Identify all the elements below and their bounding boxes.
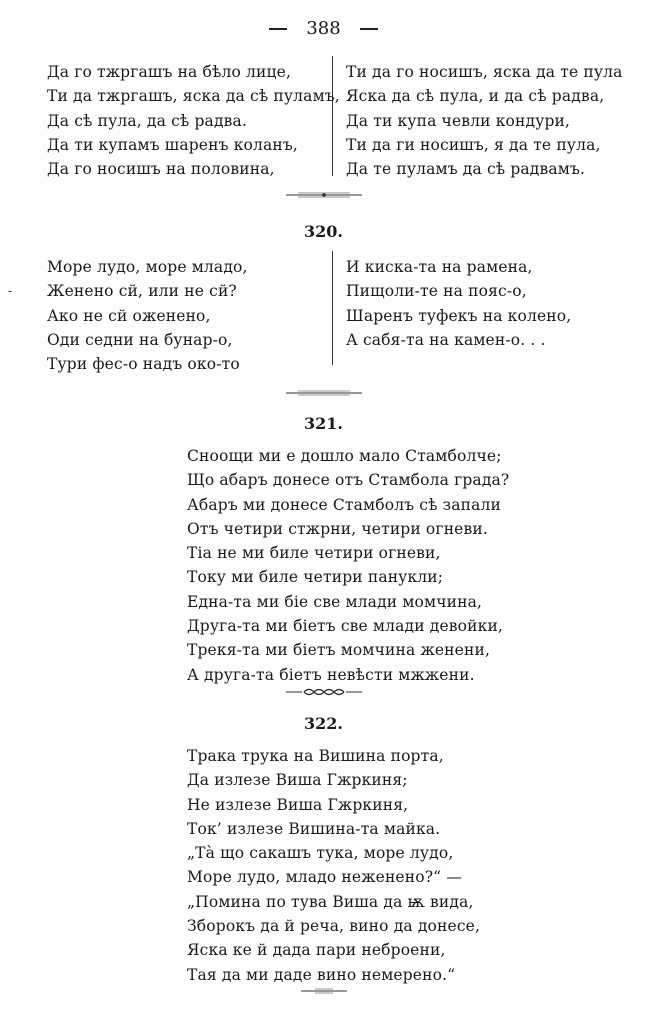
page-number: 388 xyxy=(306,18,341,39)
page-header xyxy=(0,18,647,39)
verse-line: Женено сй, или не сй? xyxy=(47,282,237,301)
verse-line: Да ти купа чевли кондури, xyxy=(346,111,571,130)
verse-line: Да ти купамъ шаренъ коланъ, xyxy=(47,135,298,154)
verse-line: И киска-та на рамена, xyxy=(346,258,533,276)
poem-321 xyxy=(187,444,607,687)
column-rule xyxy=(332,251,333,365)
verse-line: „Помина по тува Виша да ѭ вида, xyxy=(187,892,474,911)
verse-line: Да го тжргашъ на бѣло лице, xyxy=(47,63,292,81)
verse-line: Ако не сй оженено, xyxy=(47,306,211,325)
verse-line: Сноощи ми е дошло мало Стамболче; xyxy=(187,447,502,465)
verse-line: Ти да ги носишъ, я да те пула, xyxy=(346,135,601,154)
continuation-left-column xyxy=(47,60,340,181)
section-ornament xyxy=(0,686,647,698)
verse-line: Да излезе Виша Гжркиня; xyxy=(187,771,408,790)
verse-line: Да те пуламъ да сѣ радвамъ. xyxy=(346,160,586,179)
poem-322 xyxy=(187,744,607,987)
column-rule xyxy=(332,56,333,176)
verse-line: Шаренъ туфекъ на колено, xyxy=(346,306,572,325)
verse-line: Една-та ми біе све млади момчина, xyxy=(187,592,483,611)
poem-number: 321. xyxy=(304,414,343,433)
verse-line: Току ми биле четири панукли; xyxy=(187,568,444,587)
section-ornament xyxy=(0,190,647,202)
verse-line: Тіа не ми биле четири огневи, xyxy=(187,544,441,563)
verse-line: А сабя-та на камен-о. . . xyxy=(346,330,546,349)
margin-mark: - xyxy=(8,284,13,298)
verse-line: Ти да го носишъ, яска да те пула xyxy=(346,63,623,81)
poem-number: 322. xyxy=(304,714,343,733)
verse-line: Море лудо, младо неженено?“ — xyxy=(187,868,462,887)
verse-line: Ток’ излезе Вишина-та майка. xyxy=(187,819,441,838)
verse-line: Трака трука на Вишина порта, xyxy=(187,747,444,765)
verse-line: Тури фес-о надъ око-то xyxy=(47,355,240,374)
verse-line: Да сѣ пула, да сѣ радва. xyxy=(47,111,247,130)
verse-line: Отъ четири стжрни, четири огневи. xyxy=(187,519,488,538)
verse-line: Да го носишъ на половина, xyxy=(47,160,275,179)
verse-line: Зборокъ да й реча, вино да донесе, xyxy=(187,917,481,936)
section-ornament xyxy=(0,986,647,998)
header-dash-left xyxy=(269,28,287,30)
poem-320-right-column xyxy=(346,255,636,352)
header-dash-right xyxy=(360,28,378,30)
verse-line: Яска да сѣ пула, и да сѣ радва, xyxy=(346,87,605,106)
verse-line: А друга-та біетъ невѣсти мжжени. xyxy=(187,665,475,684)
verse-line: Що абаръ донесе отъ Стамбола града? xyxy=(187,471,510,490)
verse-line: Ти да тжргашъ, яска да сѣ пуламъ, xyxy=(47,87,340,106)
poem-number: 320. xyxy=(304,222,343,241)
poem-320-left-column xyxy=(47,255,327,376)
verse-line: Абаръ ми донесе Стамболъ сѣ запали xyxy=(187,495,502,514)
verse-line: Тая да ми даде вино немерено.“ xyxy=(187,965,456,984)
continuation-right-column xyxy=(346,60,636,181)
verse-line: Пищоли-те на пояс-о, xyxy=(346,282,527,301)
verse-line: Друга-та ми біетъ све млади девойки, xyxy=(187,617,504,636)
verse-line: Не излезе Виша Гжркиня, xyxy=(187,795,409,814)
verse-line: „Тà що сакашъ тука, море лудо, xyxy=(187,844,454,863)
verse-line: Море лудо, море младо, xyxy=(47,258,248,276)
verse-line: Трекя-та ми біетъ момчина женени, xyxy=(187,641,491,660)
verse-line: Оди седни на бунар-о, xyxy=(47,330,233,349)
verse-line: Яска ке й дада пари неброени, xyxy=(187,941,446,960)
section-ornament xyxy=(0,388,647,400)
